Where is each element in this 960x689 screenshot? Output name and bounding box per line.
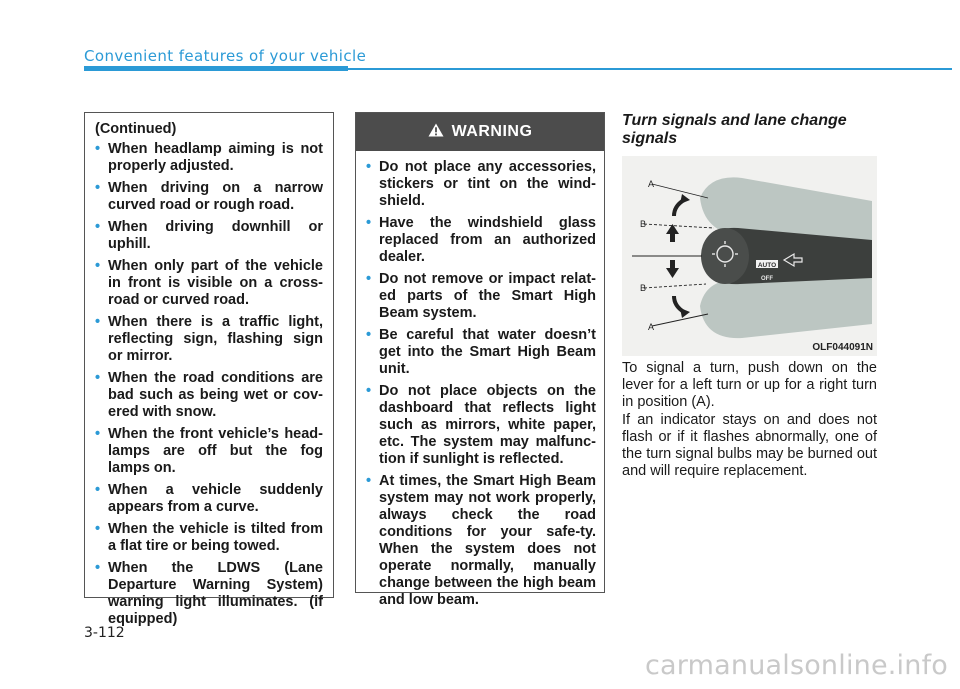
list-item: • Do not place objects on the dashboard that reflects light such as mirrors, white paper, etc. The system may malfunc-tion if sunlight is reflected. [366,383,596,468]
list-item: • When there is a traffic light, reflecting sign, flashing sign or mirror. [95,314,323,365]
section-header-title: Convenient features of your vehicle [84,47,367,65]
conditions-list [95,141,323,628]
list-item: • When the road conditions are bad such as being wet or cov-ered with snow. [95,370,323,421]
list-item: • When driving downhill or uphill. [95,219,323,253]
warning-list [366,159,596,609]
list-item: • When driving on a narrow curved road or rough road. [95,180,323,214]
watermark: carmanualsonline.info [645,650,948,681]
warning-triangle-icon [428,123,444,142]
body-paragraph: To signal a turn, push down on the lever for a left turn or up for a right turn in position (A). [622,360,877,410]
header-accent-bar [84,66,348,71]
list-item: • Do not place any accessories, stickers or tint on the wind-shield. [366,159,596,210]
warning-box [355,112,605,608]
figure-label-a-top: A [648,179,655,189]
list-item: • When headlamp aiming is not properly adjusted. [95,141,323,175]
figure-label-a-bottom: A [648,322,655,332]
list-item: • At times, the Smart High Beam system may not work properly, always check the road conditions for your safe-ty. When the system does not operate normally, manually change between the high beam and low beam. [366,473,596,609]
list-item: • Have the windshield glass replaced from an authorized dealer. [366,215,596,266]
figure-code: OLF044091N [812,342,873,353]
warning-header [356,113,604,151]
lever-off-label: OFF [761,276,773,282]
figure-label-b-bottom: B [640,283,647,293]
lever-auto-label: AUTO [757,262,777,269]
list-item: • Be careful that water doesn’t get into the Smart High Beam unit. [366,327,596,378]
header-divider-line [348,68,952,70]
page-number: 3-112 [84,625,125,641]
section-title: Turn signals and lane change signals [622,112,847,147]
turn-signal-lever-figure [622,156,877,356]
list-item: • When the vehicle is tilted from a flat tire or being towed. [95,521,323,555]
list-item: • Do not remove or impact relat-ed parts of the Smart High Beam system. [366,271,596,322]
continued-label: (Continued) [95,121,177,137]
list-item: • When the LDWS (Lane Departure Warning System) warning light illuminates. (if equipped) [95,560,323,628]
body-paragraph: If an indicator stays on and does not flash or if it flashes abnormally, one of the turn signal bulbs may be burned out and will require replacement. [622,412,877,479]
warning-title: WARNING [451,123,533,140]
continued-conditions-box [84,112,334,627]
figure-label-b-top: B [640,219,647,229]
list-item: • When a vehicle suddenly appears from a curve. [95,482,323,516]
turn-signal-lever-illustration [622,156,877,356]
list-item: • When only part of the vehicle in front is visible on a cross-road or curved road. [95,258,323,309]
list-item: • When the front vehicle’s head-lamps are off but the fog lamps on. [95,426,323,477]
